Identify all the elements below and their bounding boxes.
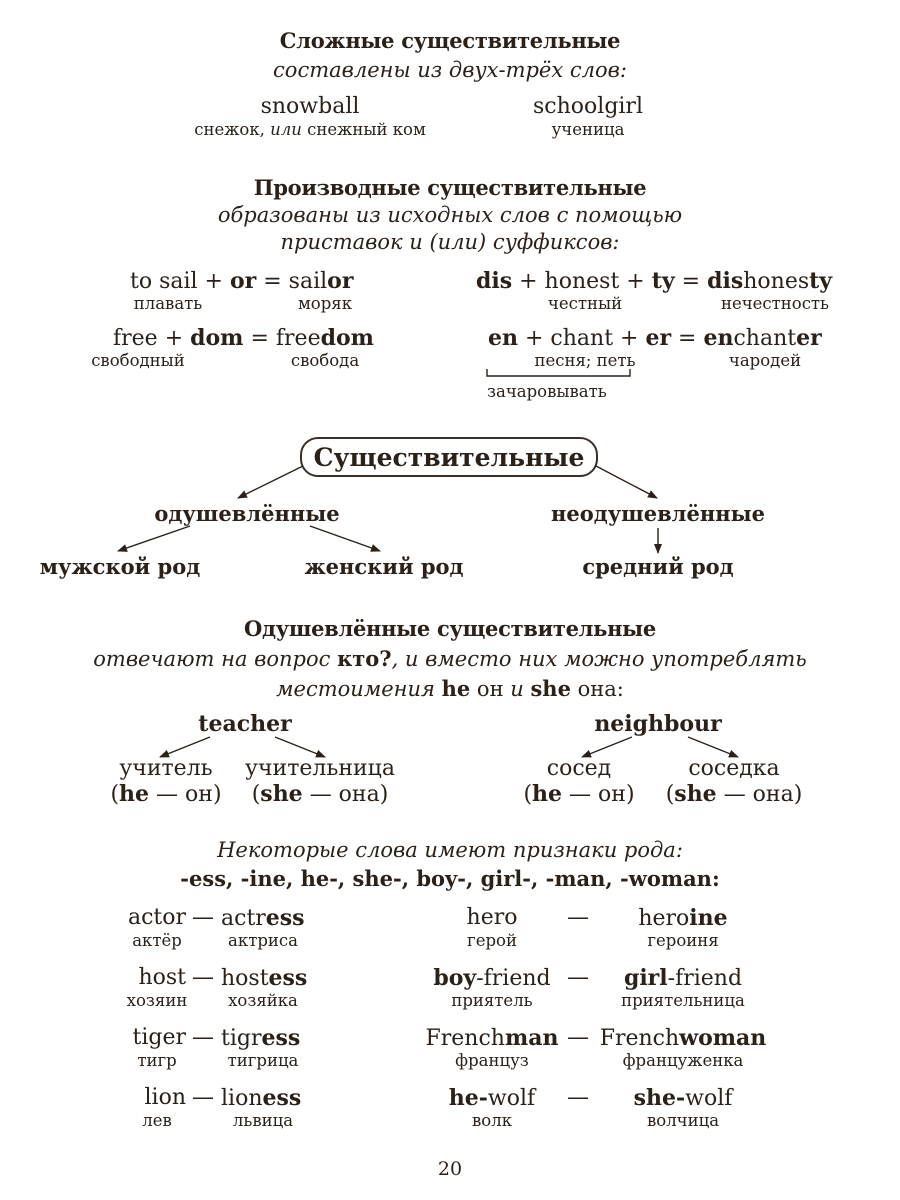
tree-feminine: женский род (304, 554, 464, 579)
tree-neuter: средний род (582, 554, 734, 579)
neighbour-f-pron: (she — она) (665, 781, 803, 807)
host-f-tr: хозяйка (228, 991, 298, 1010)
arrow-animate-feminine (310, 526, 380, 551)
wolf-f-tr: волчица (646, 1111, 720, 1130)
dash: — (192, 1025, 214, 1050)
lion-f-tr: львица (232, 1111, 294, 1130)
girlfriend: girl-friend (623, 965, 743, 991)
frenchwoman: Frenchwoman (599, 1025, 767, 1051)
derived-honest-formula: dis + honest + ty = dishonesty (476, 268, 833, 294)
host-m-tr: хозяин (126, 991, 188, 1010)
frenchman: Frenchman (425, 1025, 559, 1051)
teacher-f-pron: (she — она) (251, 781, 389, 807)
lion-m: lion (144, 1085, 186, 1110)
page-number: 20 (437, 1158, 463, 1180)
he-wolf: he-wolf (448, 1085, 536, 1111)
compound-word-snowball: snowball (260, 94, 360, 119)
actor-f-tr: актриса (228, 931, 298, 950)
teacher-word: teacher (198, 711, 292, 737)
arrow-root-animate (238, 466, 303, 498)
hero-f: heroine (638, 905, 728, 931)
enchant-bracket (487, 369, 630, 376)
teacher-f: учительница (245, 756, 395, 781)
friend-f-tr: приятельница (621, 991, 745, 1010)
arrow-teacher-m (160, 737, 210, 757)
derived-enchanter-t1: песня; петь (534, 351, 636, 370)
lion-f: lioness (221, 1085, 302, 1111)
tiger-m: tiger (132, 1025, 186, 1050)
compound-translation-snowball: снежок, или снежный ком (194, 120, 426, 139)
compound-title: Сложные существительные (279, 28, 621, 53)
compound-translation-schoolgirl: ученица (551, 120, 625, 139)
tree-animate: одушевлённые (154, 501, 340, 526)
animate-title: Одушевлённые существительные (244, 616, 656, 641)
derived-title: Производные существительные (253, 175, 647, 200)
animate-line1: отвечают на вопрос кто?, и вместо них можно употреблять (93, 646, 807, 671)
friend-m-tr: приятель (451, 991, 533, 1010)
tiger-f: tigress (221, 1025, 301, 1051)
derived-enchanter-t2: чародей (728, 351, 802, 370)
derived-subtitle-line2: приставок и (или) суффиксов: (280, 230, 620, 254)
host-m: host (138, 965, 186, 990)
hero-m-tr: герой (467, 931, 517, 950)
neighbour-m: сосед (546, 756, 612, 781)
derived-sail-t1: плавать (133, 294, 203, 313)
host-f: hostess (221, 965, 308, 991)
neighbour-word: neighbour (594, 711, 722, 737)
derived-enchanter-t3: зачаровывать (487, 382, 607, 401)
actor-f: actress (221, 905, 305, 931)
dash: — (192, 1085, 214, 1110)
french-f-tr: француженка (622, 1051, 744, 1070)
actor-m: actor (127, 905, 186, 930)
she-wolf: she-wolf (633, 1085, 733, 1111)
dash: — (567, 965, 589, 990)
french-m-tr: француз (455, 1051, 529, 1070)
derived-honest-t2: нечестность (720, 294, 830, 313)
teacher-m: учитель (119, 756, 213, 781)
teacher-m-pron: (he — он) (110, 781, 222, 807)
derived-freedom-t2: свобода (290, 351, 360, 370)
tiger-m-tr: тигр (137, 1051, 177, 1070)
dash: — (192, 905, 214, 930)
hero-m: hero (466, 905, 518, 930)
neighbour-m-pron: (he — он) (523, 781, 635, 807)
arrow-neighbour-f (688, 737, 738, 757)
gender-markers: -ess, -ine, he-, she-, boy-, girl-, -man, -woman: (180, 866, 720, 891)
tree-inanimate: неодушевлённые (550, 501, 766, 526)
arrow-animate-masculine (118, 526, 190, 551)
arrow-neighbour-m (582, 737, 632, 757)
tiger-f-tr: тигрица (227, 1051, 299, 1070)
compound-subtitle: составлены из двух-трёх слов: (273, 58, 627, 82)
derived-enchanter-formula: en + chant + er = enchanter (488, 325, 822, 351)
derived-subtitle-line1: образованы из исходных слов с помощью (217, 203, 683, 227)
animate-line2: местоимения he он и she она: (276, 676, 624, 701)
wolf-m-tr: волк (471, 1111, 513, 1130)
tree-masculine: мужской род (39, 554, 201, 579)
dash: — (567, 1085, 589, 1110)
actor-m-tr: актёр (132, 931, 182, 950)
tree-root-box: Существительные (300, 437, 598, 477)
dash: — (567, 1025, 589, 1050)
neighbour-f: соседка (688, 756, 780, 781)
arrow-teacher-f (275, 737, 325, 757)
gender-intro: Некоторые слова имеют признаки рода: (217, 838, 683, 862)
compound-word-schoolgirl: schoolgirl (533, 94, 643, 119)
hero-f-tr: героиня (647, 931, 719, 950)
derived-freedom-t1: свободный (91, 351, 185, 370)
dash: — (567, 905, 589, 930)
boyfriend: boy-friend (433, 965, 551, 991)
lion-m-tr: лев (142, 1111, 172, 1130)
derived-honest-t1: честный (547, 294, 623, 313)
dash: — (192, 965, 214, 990)
arrow-root-inanimate (596, 466, 657, 498)
derived-sail-t2: моряк (297, 294, 353, 313)
derived-sail-formula: to sail + or = sailor (130, 268, 354, 294)
derived-freedom-formula: free + dom = freedom (113, 325, 374, 351)
